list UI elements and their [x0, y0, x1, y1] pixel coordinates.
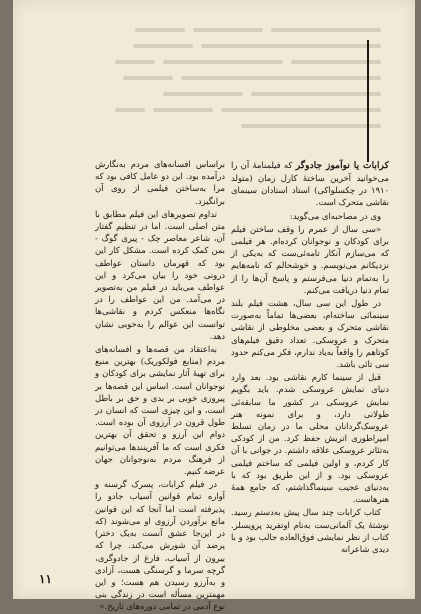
show-through-text [51, 22, 381, 152]
article-column-right [231, 158, 389, 556]
article-title: کرابات یا نوآموز جادوگر [295, 160, 389, 171]
paragraph-5: قبل از سینما کارم نقاشی بود. بعد وارد دنیای نمایش عروسکی شدم. باید بگویم نمایش عروسکی در کشور ما سابقه‌ئی طولانی دارد، و برای نمونه هنر عروسک‌گردانان محلی ما در زمان تسلط امپراطوری اتریش حفظ کرد. من از کودکی به‌تئاتر عروسکی علاقه داشتم. در جوانی با آن کار کردم، و اولین فیلمی که ساختم فیلمی عروسکی بود. و از این طریق بود که با به‌دنیای عجیب سینماگذاشتم، که جامع همهٔ هنرهاست. [231, 372, 389, 505]
paragraph-3: «سی سال از عمرم را وقف ساختن فیلم برای کودکان و نوجوانان کرده‌ام. هر فیلمی که می‌سازم آنکار تامه‌ئی‌ست که به‌یکی از نزدیکانم می‌نویسم. و خوشحالم که نامه‌هایم را به‌تمام دنیا می‌فرستم و پاسخ آن‌ها را از تمام دنیا دریافت می‌کنم. [231, 223, 389, 295]
magazine-page [13, 0, 415, 612]
paragraph-8: تداوم تصویرهای این فیلم مطابق با متن اصلی است. اما در تنظیم گفتار آن، شاعر معاصر چک - پیری گوگ - بمن کمک کرده است. مشکل کار این بود که قهرمان داستان عواطف درونی خود را بیان می‌کرد و این عواطف می‌باید در فیلم من به‌تصویر در می‌آمد. من این عواطف را در نگاه‌ها منعکس کردم و نقاشی‌ها توانست این عوالم را به‌خوبی نشان دهد. [95, 208, 225, 341]
column-rule [367, 40, 369, 162]
paragraph-2: وی در مصاحبه‌ای می‌گوید: [289, 210, 381, 221]
paragraph-1: که فیلمنامهٔ آن را می‌خوانید آخرین ساختهٔ کارل زمان (متولد ۱۹۱۰ در چکسلواکی) استاد استادان سینمای نقاشی متحرک است. [231, 160, 389, 208]
paragraph-10: در فیلم کرابات، پسرک گرسنه و آواره تمام قوانین آسیاب جادو را پذیرفته است اما آنجا که این قوانین مانع برآوردن آرزوی او می‌شوند (که در این‌جا عشق آنست به‌یک دختر) پرضد آن شورش می‌کند. چرا که بیرون از آسیاب، فارغ از جادوگری، گرچه سرما و گرسنگی هست، آزادی و به‌آرزو رسیدن هم هست؛ و این مهمترین مسأله است در زندگی بنی نوع آدمی در تمامی دوره‌های تاریخ.» [95, 479, 225, 612]
paragraph-6: کتاب کرابات چند سال پیش به‌دستم رسید. نوشتهٔ یک آلمانی‌ست به‌نام اوتفرید پرویسلر. کتاب از نظر نمایشی فوق‌العاده جالب بود و با دیدی شاعرانه [231, 507, 389, 555]
paragraph-4: در طول این سی سال، هشت فیلم بلند سینمائی ساخته‌ام، بعضی‌ها تماماً به‌صورت نقاشی متحرک و بعضی مخلوطی از نقاشی متحرک و عروسکی. تعداد دقیق فیلم‌های کوتاهم را واقعاً به‌یاد ندارم، فکر می‌کنم حدود سی تائی باشد. [231, 298, 389, 370]
paragraph-7: براساس افسانه‌های مردم به‌نگارش درآمده بود. این دو عامل کافی بود که مرا به‌ساختن فیلمی از روی آن برانگیزد. [95, 159, 225, 206]
page-number: ۱۱ [39, 572, 52, 586]
paragraph-9: به‌اعتقاد من قصه‌ها و افسانه‌های مردم (منابع فولکوریک) بهترین منبع برای تهیهٔ آثار نمایشی برای کودکان و نوجوانان است. اساس این قصه‌ها بر پیروزی خوبی بر بدی و حق بر باطل است، و این چیزی است که انسان در طول قرون در آرزوی آن بوده است. دوام این آرزو و تحقق آن بهترین فکری است که ما آفرینندها می‌توانیم از فرهنگ مردم به‌نوجوانان جهان عرضه کنیم. [95, 344, 225, 477]
article-column-left [95, 158, 225, 614]
